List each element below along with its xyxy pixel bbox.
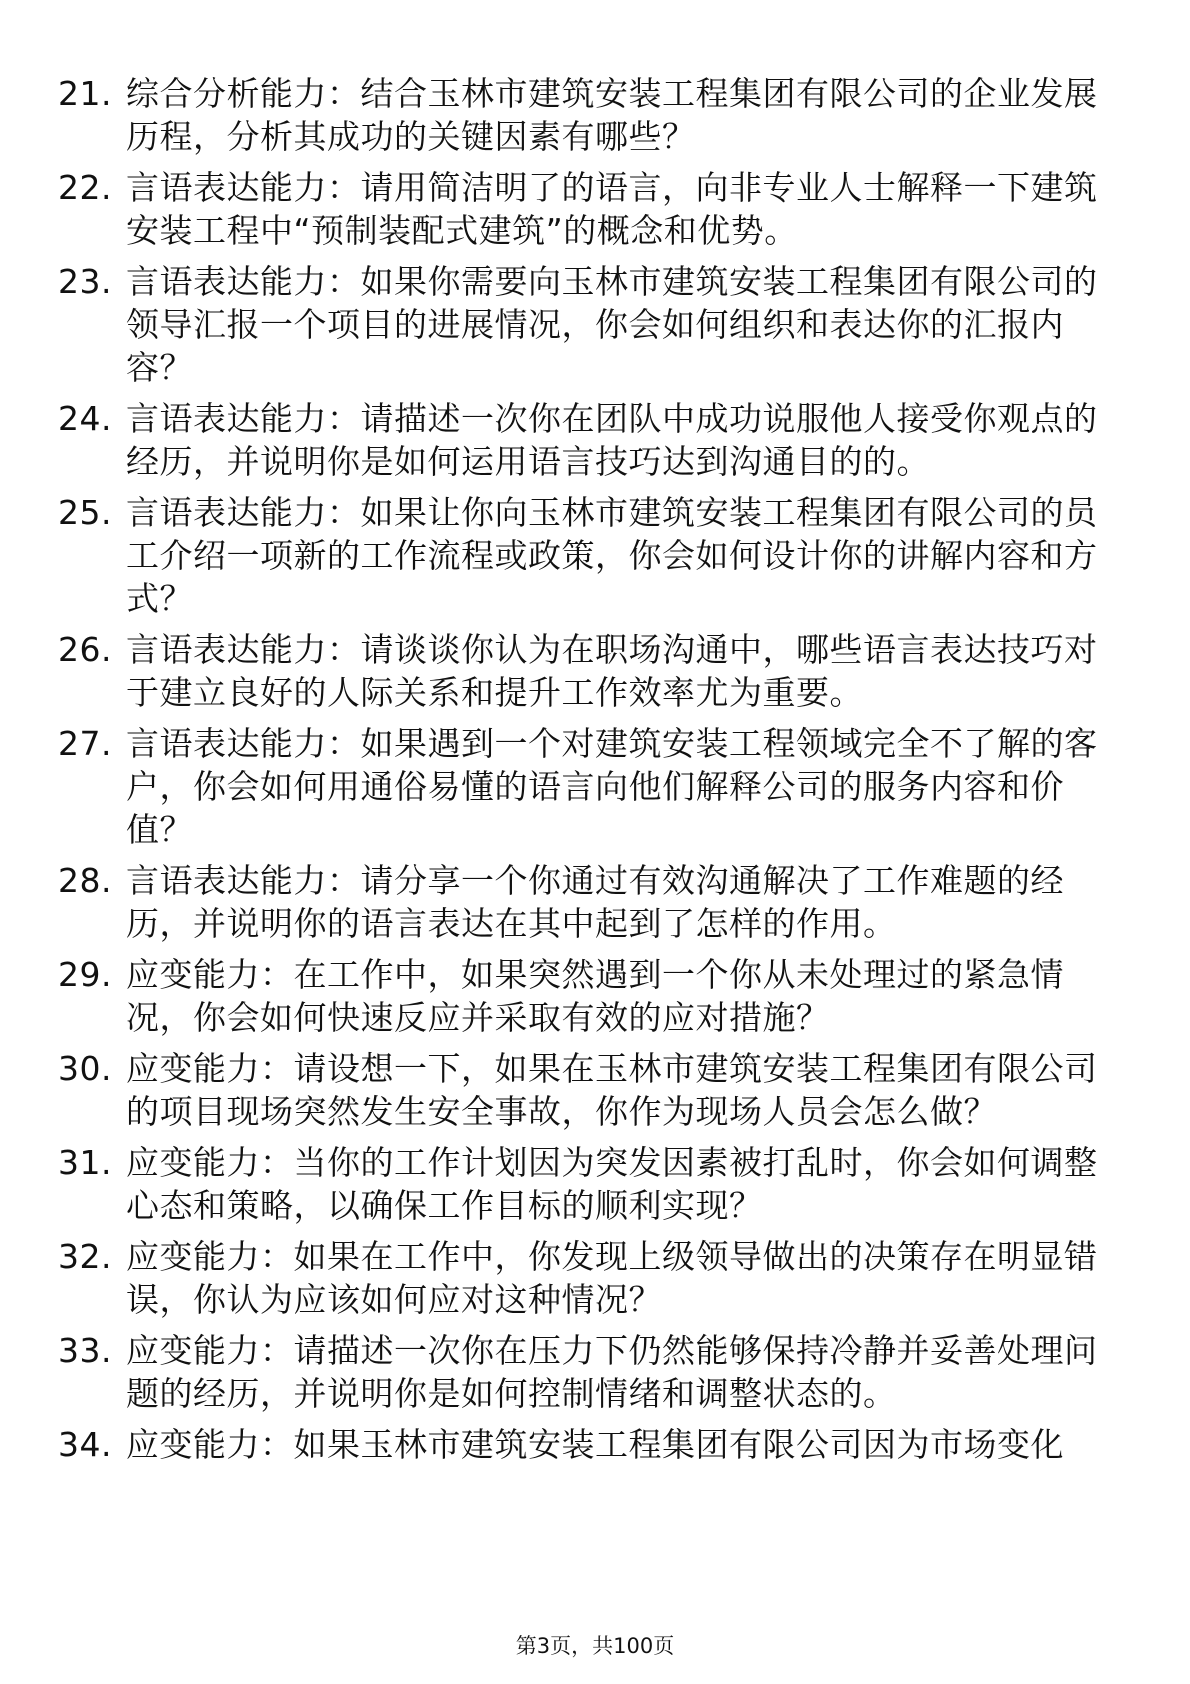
question-item: [58, 722, 1118, 851]
question-number: 23.: [58, 262, 112, 301]
question-item: [58, 1235, 1118, 1321]
question-text: 言语表达能力：请分享一个你通过有效沟通解决了工作难题的经历，并说明你的语言表达在其中起到了怎样的作用。: [126, 861, 1064, 943]
question-text: 言语表达能力：请谈谈你认为在职场沟通中，哪些语言表达技巧对于建立良好的人际关系和提升工作效率尤为重要。: [126, 630, 1098, 712]
question-item: [58, 166, 1118, 252]
question-item: [58, 1047, 1118, 1133]
question-item: [58, 859, 1118, 945]
question-text: 言语表达能力：如果遇到一个对建筑安装工程领域完全不了解的客户，你会如何用通俗易懂的语言向他们解释公司的服务内容和价值？: [126, 724, 1098, 849]
question-text: 言语表达能力：如果你需要向玉林市建筑安装工程集团有限公司的领导汇报一个项目的进展情况，你会如何组织和表达你的汇报内容？: [126, 262, 1098, 387]
question-item: [58, 491, 1118, 620]
question-item: [58, 1423, 1118, 1466]
question-text: 言语表达能力：如果让你向玉林市建筑安装工程集团有限公司的员工介绍一项新的工作流程或政策，你会如何设计你的讲解内容和方式？: [126, 493, 1098, 618]
page-footer: [0, 1630, 1190, 1660]
question-item: [58, 72, 1118, 158]
question-number: 33.: [58, 1331, 112, 1370]
question-number: 24.: [58, 399, 112, 438]
question-text: 应变能力：如果玉林市建筑安装工程集团有限公司因为市场变化: [126, 1425, 1064, 1464]
question-item: [58, 1141, 1118, 1227]
question-number: 31.: [58, 1143, 112, 1182]
question-text: 言语表达能力：请描述一次你在团队中成功说服他人接受你观点的经历，并说明你是如何运用语言技巧达到沟通目的的。: [126, 399, 1098, 481]
question-item: [58, 1329, 1118, 1415]
question-number: 29.: [58, 955, 112, 994]
question-number: 21.: [58, 74, 112, 113]
question-number: 22.: [58, 168, 112, 207]
question-number: 30.: [58, 1049, 112, 1088]
question-text: 言语表达能力：请用简洁明了的语言，向非专业人士解释一下建筑安装工程中“预制装配式建筑”的概念和优势。: [126, 168, 1098, 250]
question-text: 应变能力：如果在工作中，你发现上级领导做出的决策存在明显错误，你认为应该如何应对这种情况？: [126, 1237, 1098, 1319]
question-item: [58, 397, 1118, 483]
question-number: 27.: [58, 724, 112, 763]
question-item: [58, 628, 1118, 714]
question-number: 32.: [58, 1237, 112, 1276]
question-number: 26.: [58, 630, 112, 669]
question-item: [58, 953, 1118, 1039]
question-item: [58, 260, 1118, 389]
question-number: 28.: [58, 861, 112, 900]
question-list: [58, 72, 1118, 1474]
question-text: 应变能力：在工作中，如果突然遇到一个你从未处理过的紧急情况，你会如何快速反应并采取有效的应对措施？: [126, 955, 1064, 1037]
question-number: 34.: [58, 1425, 112, 1464]
question-text: 综合分析能力：结合玉林市建筑安装工程集团有限公司的企业发展历程，分析其成功的关键因素有哪些？: [126, 74, 1098, 156]
question-text: 应变能力：当你的工作计划因为突发因素被打乱时，你会如何调整心态和策略，以确保工作目标的顺利实现？: [126, 1143, 1098, 1225]
question-text: 应变能力：请描述一次你在压力下仍然能够保持冷静并妥善处理问题的经历，并说明你是如何控制情绪和调整状态的。: [126, 1331, 1098, 1413]
question-number: 25.: [58, 493, 112, 532]
page-number-label: 第3页，共100页: [515, 1634, 675, 1658]
question-text: 应变能力：请设想一下，如果在玉林市建筑安装工程集团有限公司的项目现场突然发生安全事故，你作为现场人员会怎么做？: [126, 1049, 1098, 1131]
